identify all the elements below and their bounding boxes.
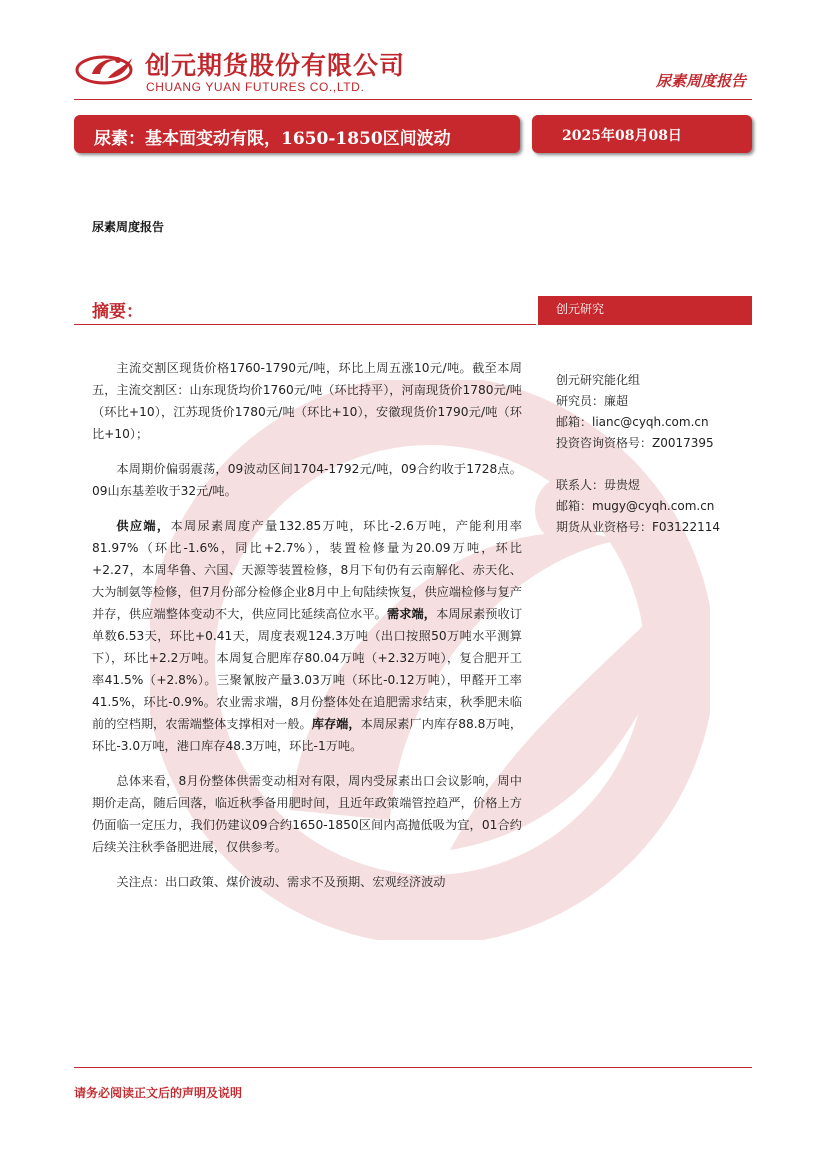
company-name-cn: 创元期货股份有限公司 xyxy=(145,51,406,80)
analyst-info xyxy=(556,370,756,538)
footer-divider xyxy=(74,1067,752,1068)
risks-paragraph: 关注点：出口政策、煤价波动、需求不及预期、宏观经济波动 xyxy=(116,875,446,889)
contact-email[interactable]: 邮箱：mugy@cyqh.com.cn xyxy=(556,499,715,513)
company-name-en: CHUANG YUAN FUTURES CO.,LTD. xyxy=(146,80,365,94)
researcher-name: 研究员：廉超 xyxy=(556,394,629,408)
inventory-text: 本周尿素厂内库存88.8万吨，环比-3.0万吨，港口库存48.3万吨，环比-1万吨。 xyxy=(92,717,523,753)
report-subtitle: 尿素周度报告 xyxy=(92,220,165,234)
researcher-license: 投资咨询资格号：Z0017395 xyxy=(556,436,714,450)
supply-text: 本周尿素周度产量132.85万吨，环比-2.6万吨，产能利用率81.97%（环比-1.6%，同比+2.7%），装置检修量为20.09万吨，环比+2.27，本周华鲁、六国、天源等装置检修，8月下旬仍有云南解化、赤天化、大为制氨等检修，但7月份部分检修企业8月中上旬陆续恢复，供应端检修与复产并存，供应端整体变动不大，供应同比延续高位水平。 xyxy=(92,519,522,621)
fundamentals-paragraph xyxy=(92,515,522,757)
header-divider xyxy=(74,99,752,100)
report-date: 2025年08月08日 xyxy=(562,128,682,144)
header-report-type: 尿素周度报告 xyxy=(655,72,746,90)
spot-price-paragraph: 主流交割区现货价格1760-1790元/吨，环比上周五涨10元/吨。截至本周五，主流交割区：山东现货均价1760元/吨（环比持平），河南现货价1780元/吨（环比+10），江苏现货价1780元/吨（环比+10），安徽现货价1790元/吨（环比+10）； xyxy=(92,361,522,441)
demand-label: 需求端， xyxy=(386,607,437,621)
demand-text: 本周尿素预收订单数6.53天，环比+0.41天，周度表观124.3万吨（出口按照50万吨水平测算下），环比+2.2万吨。本周复合肥库存80.04万吨（+2.32万吨），复合肥开工率41.5%（+2.8%）。三聚氰胺产量3.03万吨（环比-0.12万吨），甲醛开工率41.5%，环比-0.9%。农业需求端，8月份整体处在追肥需求结束，秋季肥未临前的空档期，农需端整体支撑相对一般。 xyxy=(92,607,523,731)
outlook-paragraph: 总体来看，8月份整体供需变动相对有限，周内受尿素出口会议影响，周中期价走高，随后回落，临近秋季备用肥时间，且近年政策端管控趋严，价格上方仍面临一定压力，我们仍建议09合约1650-1850区间内高抛低吸为宜，01合约后续关注秋季备肥进展，仅供参考。 xyxy=(92,774,522,854)
supply-label: 供应端， xyxy=(116,519,171,533)
report-title: 尿素：基本面变动有限，1650-1850区间波动 xyxy=(94,129,451,149)
contact-name: 联系人：毋贵煜 xyxy=(556,478,641,492)
contact-license: 期货从业资格号：F03122114 xyxy=(556,520,720,534)
summary-divider xyxy=(74,324,536,325)
futures-paragraph: 本周期价偏弱震荡，09波动区间1704-1792元/吨，09合约收于1728点。09山东基差收于32元/吨。 xyxy=(92,462,522,498)
research-group: 创元研究能化组 xyxy=(556,373,641,387)
footer-disclaimer: 请务必阅读正文后的声明及说明 xyxy=(74,1086,243,1100)
inventory-label: 库存端， xyxy=(311,717,361,731)
researcher-email[interactable]: 邮箱：lianc@cyqh.com.cn xyxy=(556,415,709,429)
company-logo xyxy=(74,48,140,88)
summary-body xyxy=(92,357,522,906)
summary-heading: 摘要： xyxy=(92,302,143,322)
research-tag: 创元研究 xyxy=(556,302,605,316)
